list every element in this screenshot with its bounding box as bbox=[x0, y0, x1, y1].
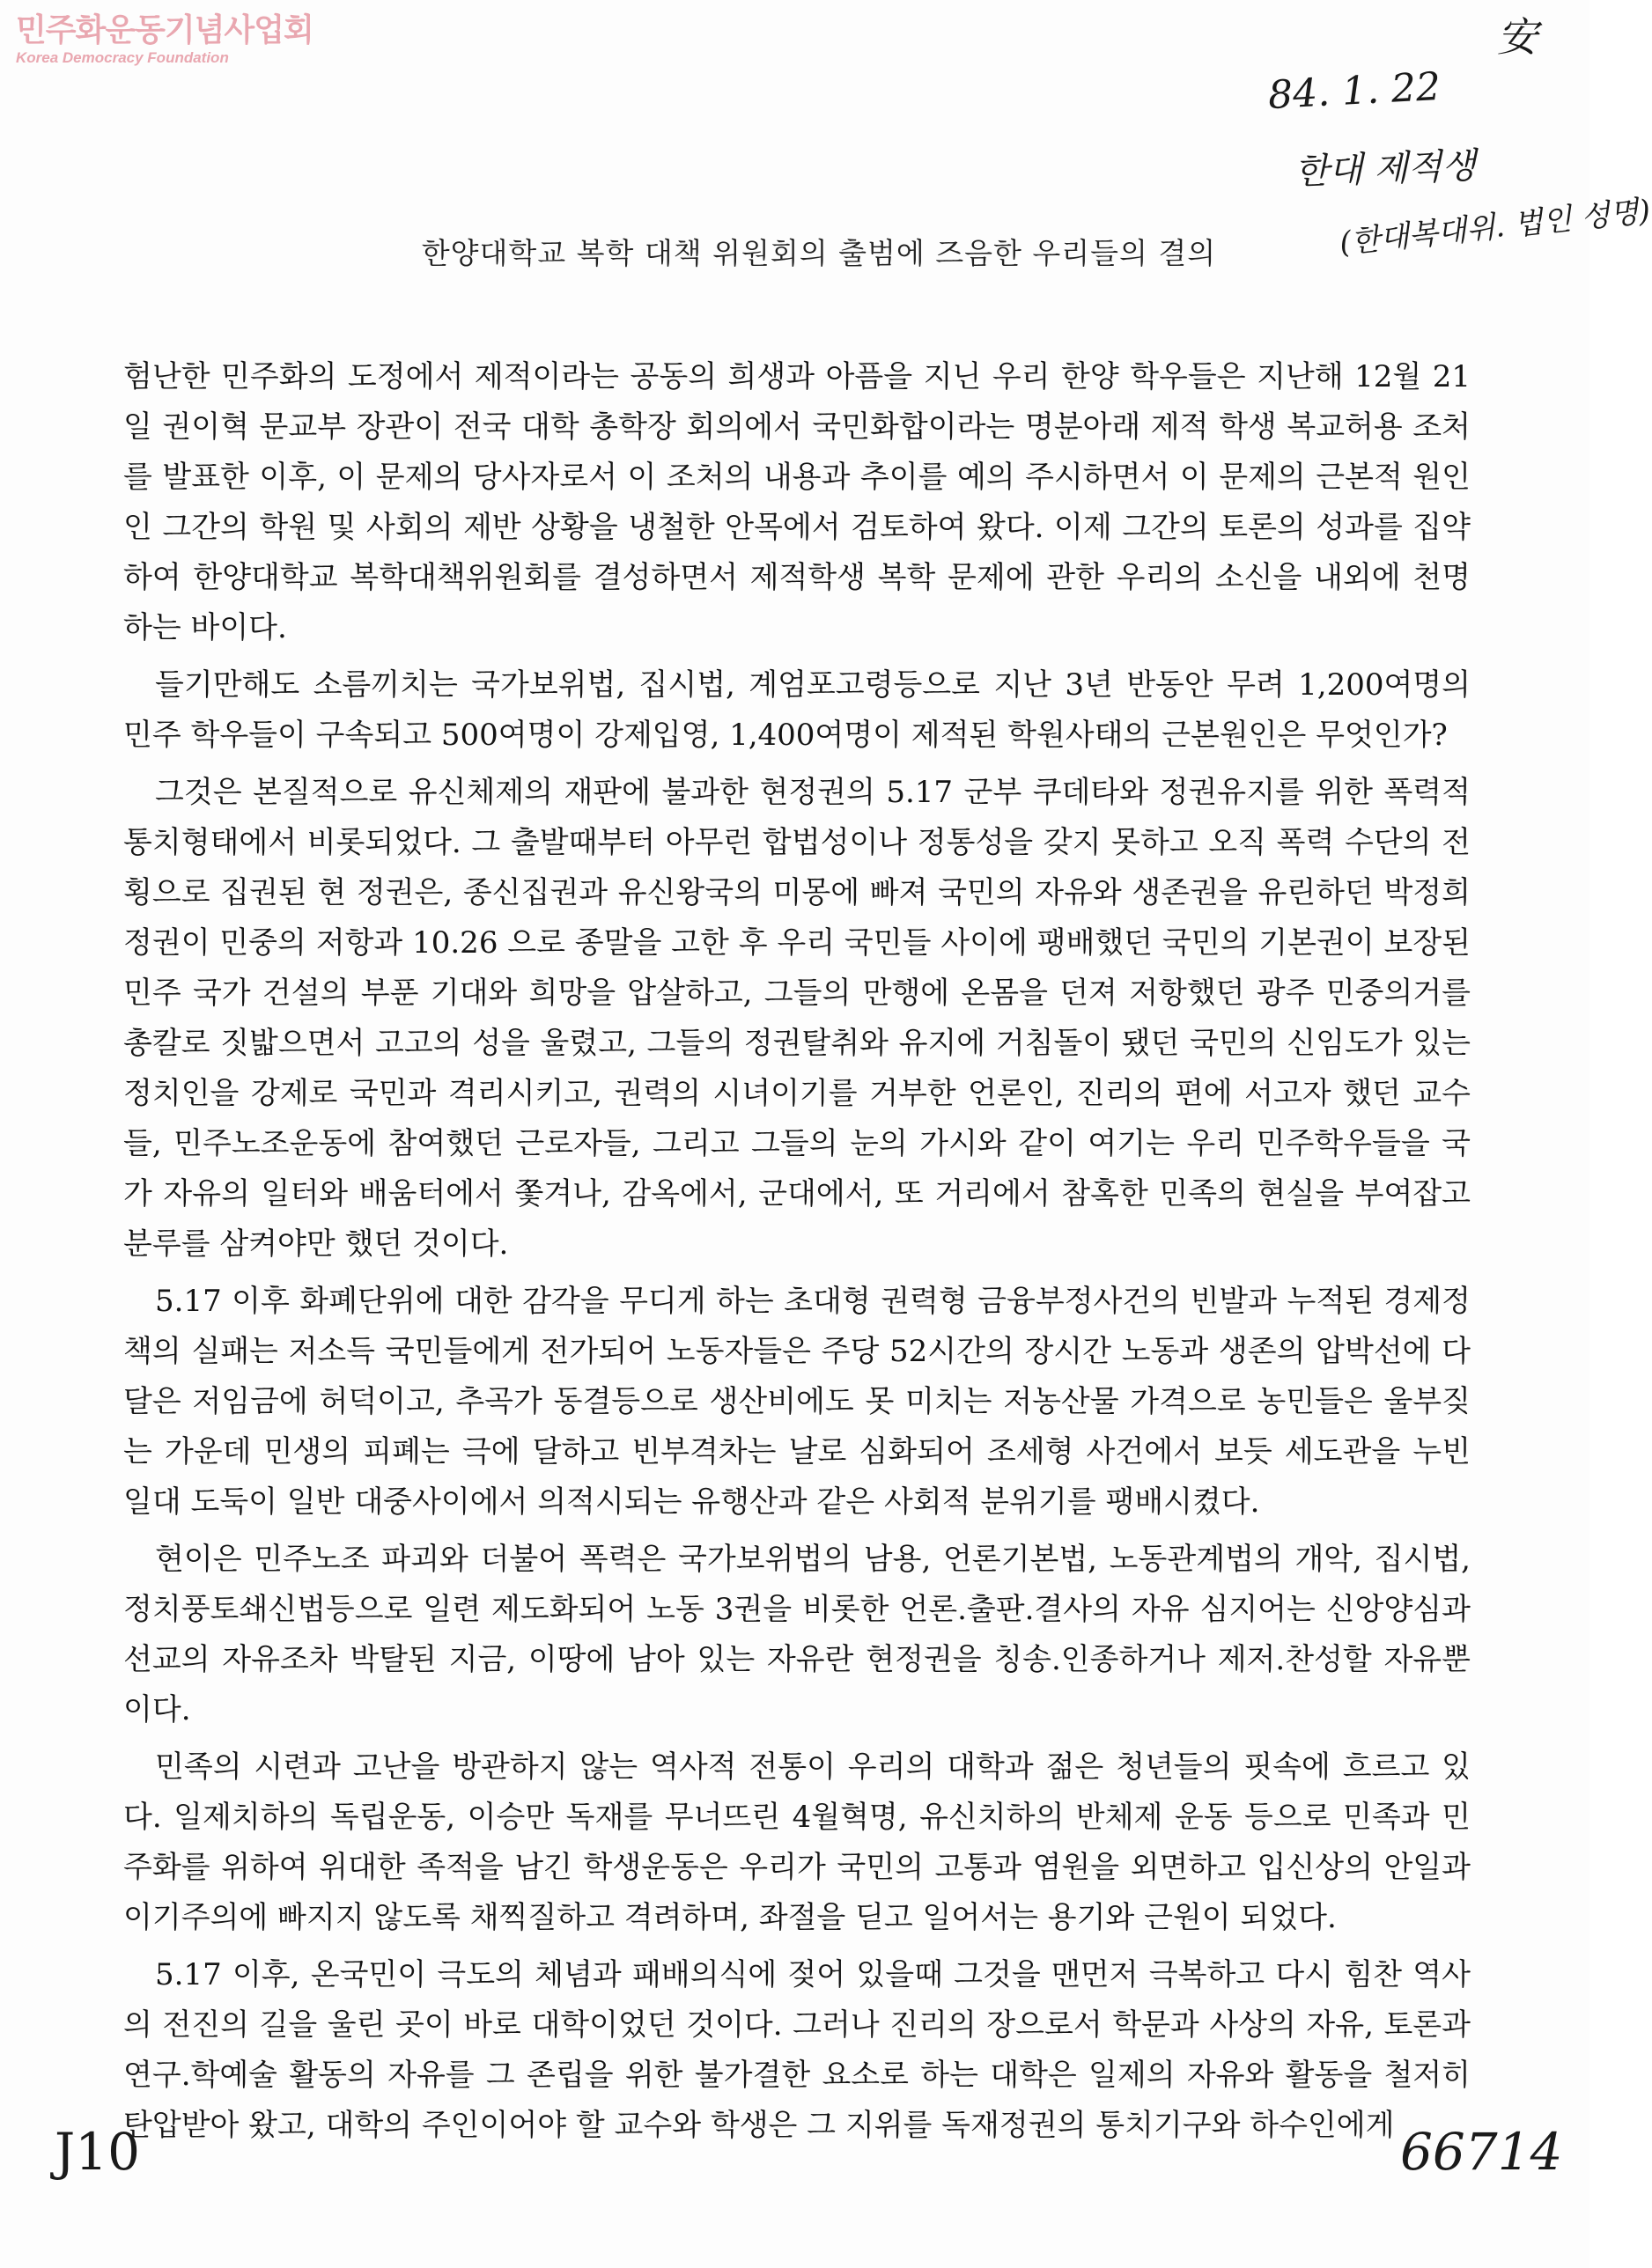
document-title: 한양대학교 복학 대책 위원회의 출범에 즈음한 우리들의 결의 bbox=[421, 236, 1217, 270]
foundation-watermark bbox=[16, 12, 313, 67]
paragraph: 그것은 본질적으로 유신체제의 재판에 불과한 현정권의 5.17 군부 쿠데타와 정권유지를 위한 폭력적 통치형태에서 비롯되었다. 그 출발때부터 아무런 합법성이나 정통성을 갖지 못하고 오직 폭력 수단의 전횡으로 집권된 현 정권은, 종신집권과 유신왕국의 미몽에 빠져 국민의 자유와 생존권을 유린하던 박정희 정권이 민중의 저항과 10.26 으로 종말을 고한 후 우리 국민들 사이에 팽배했던 국민의 기본권이 보장된 민주 국가 건설의 부푼 기대와 희망을 압살하고, 그들의 만행에 온몸을 던져 저항했던 광주 민중의거를 총칼로 짓밟으면서 고고의 성을 울렸고, 그들의 정권탈취와 유지에 거침돌이 됐던 국민의 신임도가 있는 정치인을 강제로 국민과 격리시키고, 권력의 시녀이기를 거부한 언론인, 진리의 편에 서고자 했던 교수들, 민주노조운동에 참여했던 근로자들, 그리고 그들의 눈의 가시와 같이 여기는 우리 민주학우들을 국가 자유의 일터와 배움터에서 쫓겨나, 감옥에서, 군대에서, 또 거리에서 참혹한 민족의 현실을 부여잡고 분루를 삼켜야만 했던 것이다. bbox=[123, 775, 1471, 1262]
paragraph: 험난한 민주화의 도정에서 제적이라는 공동의 희생과 아픔을 지닌 우리 한양 학우들은 지난해 12월 21일 권이혁 문교부 장관이 전국 대학 총학장 회의에서 국민화합이라는 명분아래 제적 학생 복교허용 조처를 발표한 이후, 이 문제의 당사자로서 이 조처의 내용과 추이를 예의 주시하면서 이 문제의 근본적 원인인 그간의 학원 및 사회의 제반 상황을 냉철한 안목에서 검토하여 왔다. 이제 그간의 토론의 성과를 집약하여 한양대학교 복학대책위원회를 결성하면서 제적학생 복학 문제에 관한 우리의 소신을 내외에 천명하는 바이다. bbox=[123, 359, 1471, 645]
handwritten-code-left: J10 bbox=[55, 2122, 141, 2182]
handwritten-date: 84. 1. 22 bbox=[1266, 63, 1442, 119]
watermark-english: Korea Democracy Foundation bbox=[16, 49, 229, 66]
handwritten-org: 한대 제적생 bbox=[1294, 145, 1477, 193]
handwritten-corner-mark: 安 bbox=[1497, 13, 1538, 61]
handwritten-code-right: 66714 bbox=[1400, 2122, 1563, 2182]
paragraph: 현이은 민주노조 파괴와 더불어 폭력은 국가보위법의 남용, 언론기본법, 노동관계법의 개악, 집시법, 정치풍토쇄신법등으로 일련 제도화되어 노동 3권을 비롯한 언론.출판.결사의 자유 심지어는 신앙양심과 선교의 자유조차 박탈된 지금, 이땅에 남아 있는 자유란 현정권을 칭송.인종하거나 제저.찬성할 자유뿐이다. bbox=[123, 1542, 1471, 1727]
handwritten-org-sub: (한대복대위. 법인 성명) bbox=[1338, 193, 1652, 261]
paragraph: 5.17 이후, 온국민이 극도의 체념과 패배의식에 젖어 있을때 그것을 맨먼저 극복하고 다시 힘찬 역사의 전진의 길을 울린 곳이 바로 대학이었던 것이다. 그러나 진리의 장으로서 학문과 사상의 자유, 토론과 연구.학예술 활동의 자유를 그 존립을 위한 불가결한 요소로 하는 대학은 일제의 자유와 활동을 철저히 탄압받아 왔고, 대학의 주인이어야 할 교수와 학생은 그 지위를 독재정권의 통치기구와 하수인에게 bbox=[123, 1957, 1471, 2143]
paragraph: 5.17 이후 화폐단위에 대한 감각을 무디게 하는 초대형 권력형 금융부정사건의 빈발과 누적된 경제정책의 실패는 저소득 국민들에게 전가되어 노동자들은 주당 52시간의 장시간 노동과 생존의 압박선에 다달은 저임금에 허덕이고, 추곡가 동결등으로 생산비에도 못 미치는 저농산물 가격으로 농민들은 울부짖는 가운데 민생의 피폐는 극에 달하고 빈부격차는 날로 심화되어 조세형 사건에서 보듯 세도관을 누빈 일대 도둑이 일반 대중사이에서 의적시되는 유행산과 같은 사회적 분위기를 팽배시켰다. bbox=[123, 1284, 1471, 1520]
document-body bbox=[123, 352, 1471, 2158]
paragraph: 들기만해도 소름끼치는 국가보위법, 집시법, 계엄포고령등으로 지난 3년 반동안 무려 1,200여명의 민주 학우들이 구속되고 500여명이 강제입영, 1,400여명이 제적된 학원사태의 근본원인은 무엇인가? bbox=[123, 667, 1471, 753]
paragraph: 민족의 시련과 고난을 방관하지 않는 역사적 전통이 우리의 대학과 젊은 청년들의 핏속에 흐르고 있다. 일제치하의 독립운동, 이승만 독재를 무너뜨린 4월혁명, 유신치하의 반체제 운동 등으로 민족과 민주화를 위하여 위대한 족적을 남긴 학생운동은 우리가 국민의 고통과 염원을 외면하고 입신상의 안일과 이기주의에 빠지지 않도록 채찍질하고 격려하며, 좌절을 딛고 일어서는 용기와 근원이 되었다. bbox=[123, 1749, 1471, 1935]
watermark-korean: 민주화운동기념사업회 bbox=[16, 12, 313, 48]
